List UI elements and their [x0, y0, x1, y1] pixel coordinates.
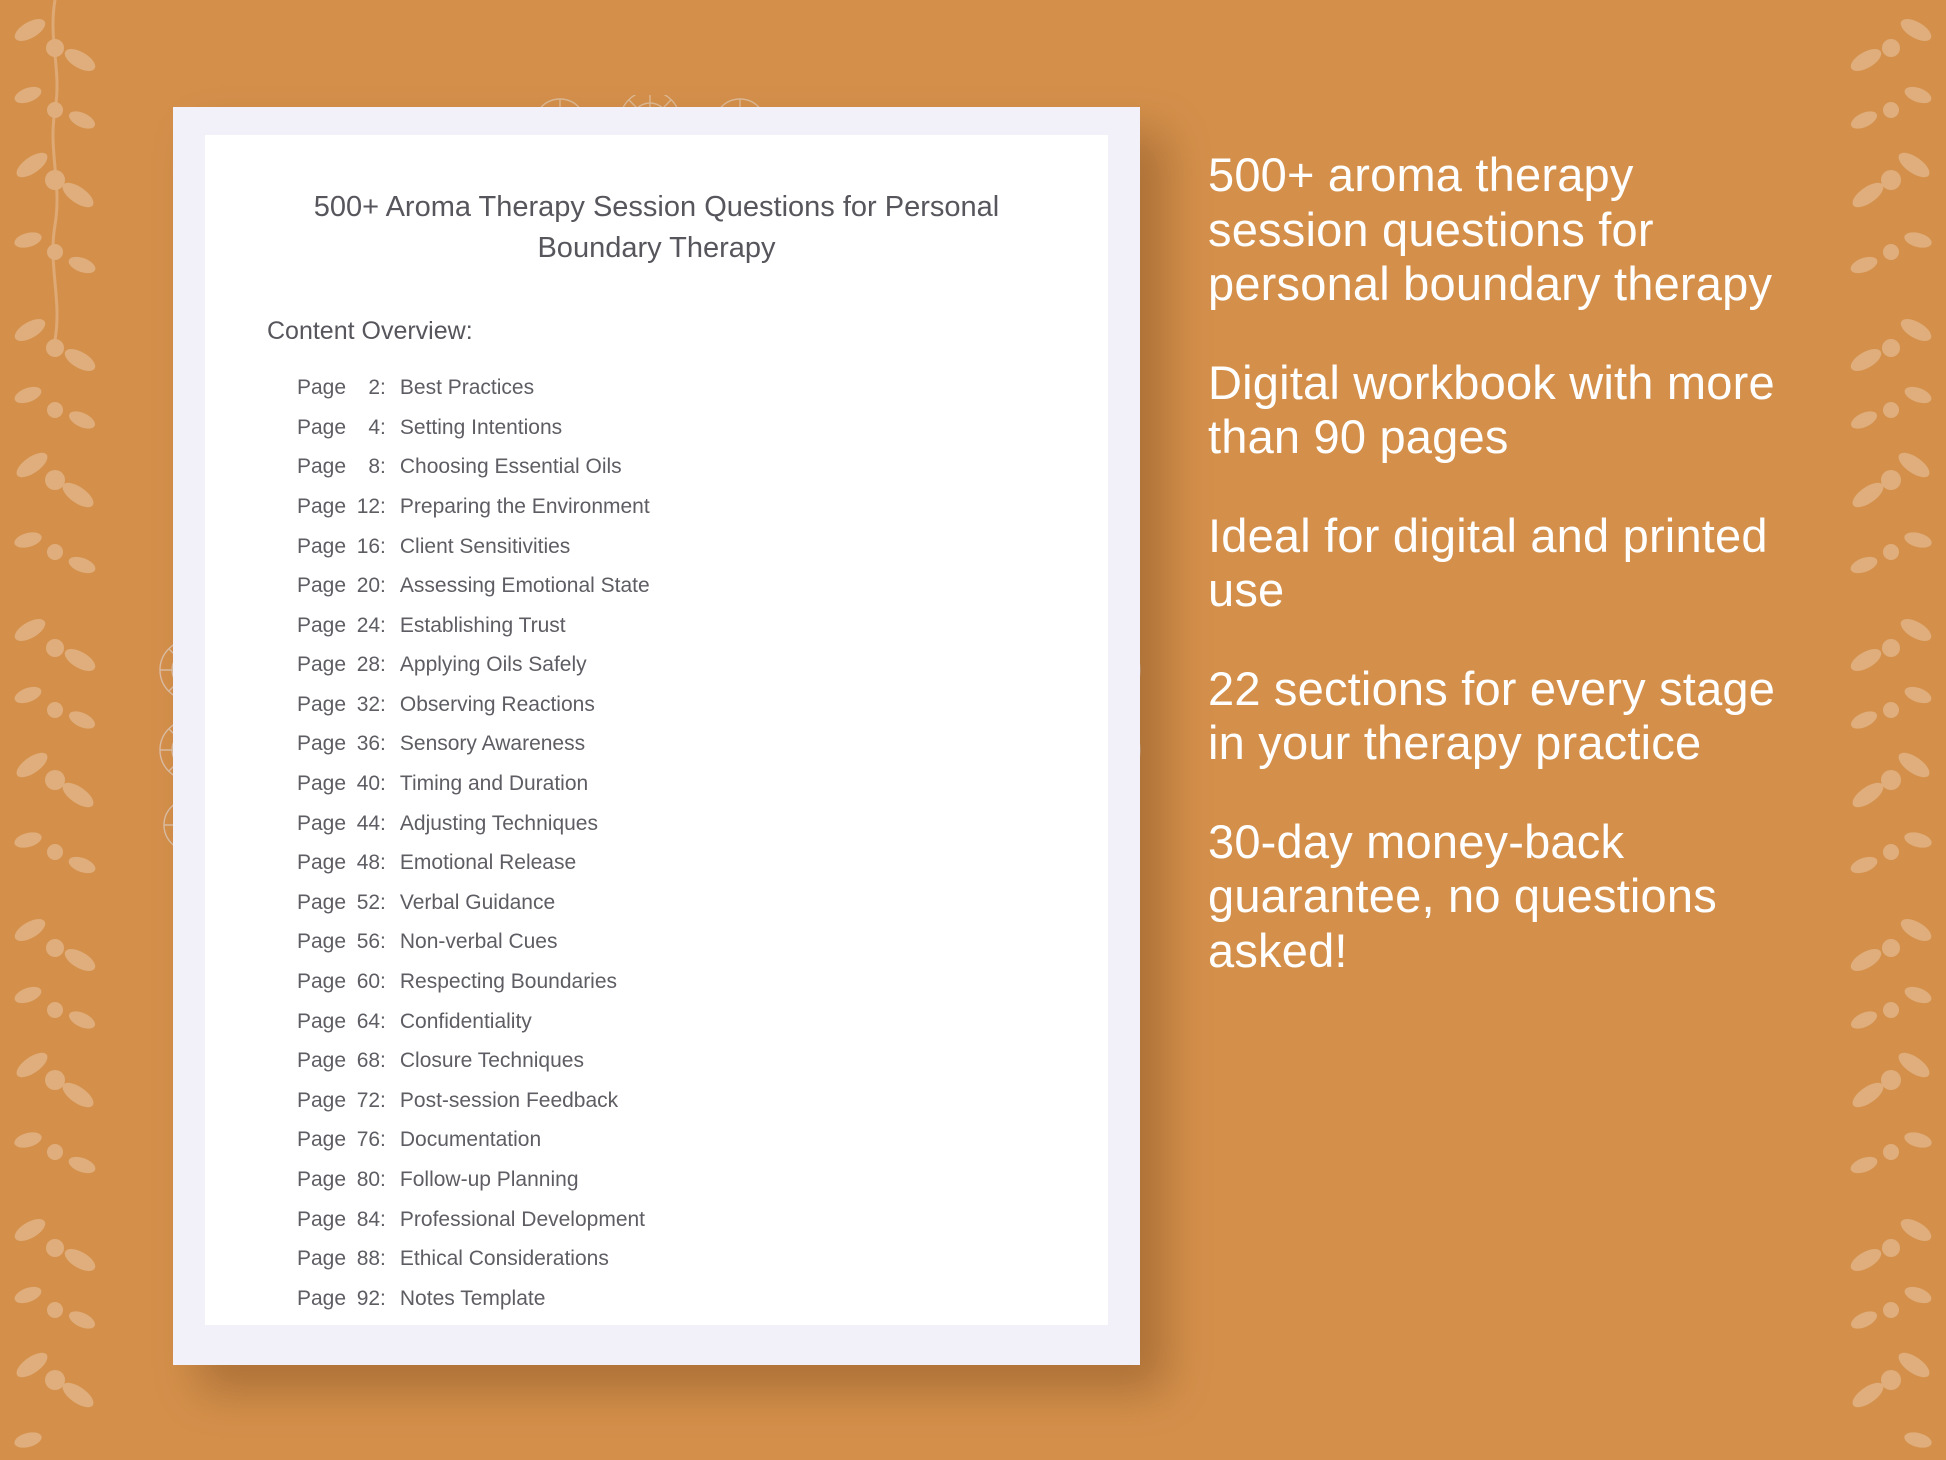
toc-page-word: Page	[297, 732, 347, 756]
toc-page-word: Page	[297, 1088, 347, 1112]
marketing-bullet: Digital workbook with more than 90 pages	[1208, 355, 1775, 464]
toc-row: Page 64 : Confidentiality	[297, 1009, 532, 1033]
toc-row: Page 20 : Assessing Emotional State	[297, 574, 650, 598]
marketing-bullet: 22 sections for every stage in your therapy practice	[1208, 661, 1776, 770]
toc-section-title: Client Sensitivities	[399, 534, 571, 558]
toc-section-title: Professional Development	[399, 1207, 646, 1231]
toc-page-word: Page	[297, 376, 347, 400]
toc-page-word: Page	[297, 613, 347, 637]
toc-section-title: Establishing Trust	[399, 613, 566, 637]
toc-page-word: Page	[297, 415, 347, 439]
toc-row: Page 92 : Notes Template	[297, 1286, 546, 1310]
toc-page-word: Page	[297, 772, 347, 796]
toc-row: Page 32 : Observing Reactions	[297, 692, 595, 716]
toc-page-number: 32	[356, 692, 381, 716]
toc-section-title: Follow-up Planning	[399, 1168, 579, 1192]
marketing-copy	[1208, 148, 1778, 978]
toc-section-title: Emotional Release	[399, 851, 577, 875]
toc-page-word: Page	[297, 1207, 347, 1231]
toc-page-number: 92	[356, 1286, 381, 1310]
toc-page-word: Page	[297, 692, 347, 716]
toc-section-title: Closure Techniques	[399, 1049, 584, 1073]
table-of-contents	[205, 368, 1108, 1318]
toc-row: Page 84 : Professional Development	[297, 1207, 646, 1231]
toc-row: Page 16 : Client Sensitivities	[297, 534, 571, 558]
toc-page-word: Page	[297, 1247, 347, 1271]
marketing-bullet: 500+ aroma therapy session questions for personal boundary therapy	[1208, 148, 1773, 311]
toc-page-word: Page	[297, 851, 347, 875]
toc-section-title: Timing and Duration	[399, 772, 589, 796]
toc-page-word: Page	[297, 1286, 347, 1310]
toc-row: Page 52 : Verbal Guidance	[297, 890, 556, 914]
toc-row: Page 72 : Post-session Feedback	[297, 1088, 619, 1112]
toc-row: Page 4 : Setting Intentions	[297, 415, 563, 439]
toc-section-title: Best Practices	[399, 376, 535, 400]
toc-section-title: Confidentiality	[399, 1009, 532, 1033]
page-title: 500+ Aroma Therapy Session Questions for Personal Boundary Therapy	[313, 191, 1000, 265]
toc-row: Page 44 : Adjusting Techniques	[297, 811, 598, 835]
toc-row: Page 88 : Ethical Considerations	[297, 1247, 609, 1271]
toc-page-number: 56	[356, 930, 381, 954]
marketing-bullet: Ideal for digital and printed use	[1208, 508, 1768, 617]
toc-page-number: 64	[356, 1009, 381, 1033]
toc-section-title: Preparing the Environment	[399, 494, 650, 518]
toc-page-word: Page	[297, 1049, 347, 1073]
toc-row: Page 60 : Respecting Boundaries	[297, 970, 618, 994]
toc-page-number: 72	[356, 1088, 381, 1112]
toc-page-number: 60	[356, 970, 381, 994]
toc-row: Page 36 : Sensory Awareness	[297, 732, 586, 756]
toc-page-word: Page	[297, 653, 347, 677]
toc-section-title: Observing Reactions	[399, 692, 595, 716]
toc-page-number: 80	[356, 1168, 381, 1192]
toc-section-title: Documentation	[399, 1128, 542, 1152]
toc-page-number: 36	[356, 732, 381, 756]
toc-row: Page 48 : Emotional Release	[297, 851, 577, 875]
toc-page-word: Page	[297, 890, 347, 914]
toc-page-word: Page	[297, 970, 347, 994]
toc-page-number: 52	[356, 890, 381, 914]
toc-page-word: Page	[297, 494, 347, 518]
toc-page-word: Page	[297, 811, 347, 835]
toc-page-number: 76	[356, 1128, 381, 1152]
toc-page-word: Page	[297, 1168, 347, 1192]
toc-page-word: Page	[297, 1128, 347, 1152]
toc-page-word: Page	[297, 930, 347, 954]
toc-row: Page 2 : Best Practices	[297, 376, 535, 400]
toc-page-word: Page	[297, 1009, 347, 1033]
toc-page-number: 12	[356, 494, 381, 518]
toc-section-title: Setting Intentions	[399, 415, 563, 439]
toc-page-number: 16	[356, 534, 381, 558]
toc-page-word: Page	[297, 574, 347, 598]
toc-row: Page 68 : Closure Techniques	[297, 1049, 584, 1073]
toc-section-title: Post-session Feedback	[399, 1088, 619, 1112]
toc-page-number: 68	[356, 1049, 381, 1073]
document-page	[205, 135, 1108, 1325]
toc-page-number: 84	[356, 1207, 381, 1231]
toc-row: Page 8 : Choosing Essential Oils	[297, 455, 622, 479]
floral-border-left	[0, 0, 110, 1460]
toc-row: Page 56 : Non-verbal Cues	[297, 930, 558, 954]
toc-page-number: 44	[356, 811, 381, 835]
toc-page-number: 88	[356, 1247, 381, 1271]
toc-page-number: 20	[356, 574, 381, 598]
toc-section-title: Choosing Essential Oils	[399, 455, 622, 479]
content-overview-label: Content Overview:	[267, 317, 473, 346]
toc-page-number: 2	[368, 376, 381, 400]
toc-row: Page 24 : Establishing Trust	[297, 613, 566, 637]
toc-section-title: Adjusting Techniques	[399, 811, 598, 835]
toc-row: Page 40 : Timing and Duration	[297, 772, 589, 796]
toc-page-number: 8	[368, 455, 381, 479]
toc-section-title: Notes Template	[399, 1286, 546, 1310]
marketing-bullet: 30-day money-back guarantee, no questions asked!	[1208, 814, 1717, 977]
toc-row: Page 80 : Follow-up Planning	[297, 1168, 579, 1192]
toc-page-number: 40	[356, 772, 381, 796]
toc-row: Page 28 : Applying Oils Safely	[297, 653, 587, 677]
toc-section-title: Sensory Awareness	[399, 732, 586, 756]
toc-page-word: Page	[297, 534, 347, 558]
floral-border-right	[1836, 0, 1946, 1460]
toc-section-title: Ethical Considerations	[399, 1247, 609, 1271]
toc-row: Page 76 : Documentation	[297, 1128, 542, 1152]
toc-page-number: 24	[356, 613, 381, 637]
toc-section-title: Verbal Guidance	[399, 890, 556, 914]
toc-page-number: 28	[356, 653, 381, 677]
toc-page-word: Page	[297, 455, 347, 479]
toc-row: Page 12 : Preparing the Environment	[297, 494, 650, 518]
toc-section-title: Respecting Boundaries	[399, 970, 618, 994]
toc-section-title: Applying Oils Safely	[399, 653, 587, 677]
toc-section-title: Assessing Emotional State	[399, 574, 650, 598]
toc-section-title: Non-verbal Cues	[399, 930, 558, 954]
toc-page-number: 4	[368, 415, 381, 439]
toc-page-number: 48	[356, 851, 381, 875]
